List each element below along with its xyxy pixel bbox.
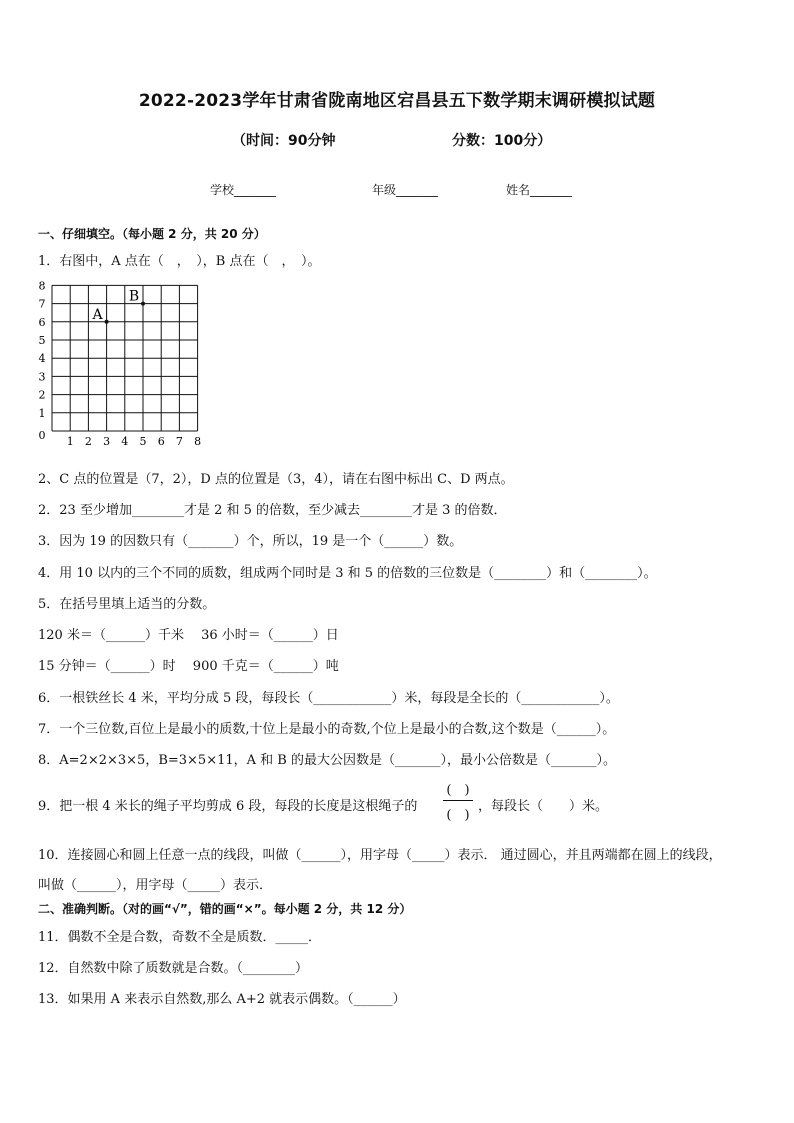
question-6: 6．一根铁丝长 4 米，平均分成 5 段，每段长（____________）米，每段是全长的（____________）。	[38, 691, 619, 706]
point-a-label: A	[92, 306, 103, 323]
page-title: 2022-2023学年甘肃省陇南地区宕昌县五下数学期末调研模拟试题	[138, 91, 656, 111]
grade-field: 年级_______	[372, 183, 439, 197]
fraction-numerator: ( )	[446, 783, 470, 798]
x-axis-label: 7	[175, 435, 183, 448]
point-b-marker	[141, 302, 145, 306]
question-13: 13．如果用 A 来表示自然数,那么 A+2 就表示偶数。（______）	[38, 992, 406, 1007]
x-axis-label: 2	[84, 435, 92, 448]
question-2b: 2．23 至少增加________才是 2 和 5 的倍数，至少减去________才是 3 的倍数．	[38, 503, 507, 518]
y-axis-label: 7	[38, 297, 46, 311]
question-10-line-1: 10．连接圆心和圆上任意一点的线段，叫做（______），用字母（_____）表示． 通过圆心，并且两端都在圆上的线段，	[38, 848, 722, 863]
question-8: 8．A=2×2×3×5，B=3×5×11，A 和 B 的最大公因数是（_______），最小公倍数是（_______）。	[38, 753, 616, 768]
x-axis-label: 5	[139, 435, 147, 448]
question-12: 12．自然数中除了质数就是合数。（________）	[38, 961, 309, 976]
time-limit: （时间：90分钟	[232, 133, 336, 149]
x-axis-label: 4	[121, 435, 129, 448]
y-axis-label: 1	[38, 406, 46, 420]
question-9: 9．把一根 4 米长的绳子平均剪成 6 段，每段的长度是这根绳子的	[38, 799, 418, 814]
x-axis-label: 6	[157, 435, 165, 448]
y-axis-label: 6	[38, 315, 46, 329]
question-5-line-2: 15 分钟＝（______）时 900 千克＝（______）吨	[38, 659, 339, 674]
question-1: 1．右图中，A 点在（ ， ），B 点在（ ， ）。	[38, 254, 321, 269]
point-b-label: B	[128, 288, 140, 305]
question-9-end: ，每段长（ ）米。	[478, 799, 609, 814]
y-axis-label: 4	[38, 352, 46, 366]
y-axis-label: 5	[38, 334, 46, 347]
x-axis-label: 0	[38, 429, 46, 442]
x-axis-label: 8	[194, 435, 202, 448]
x-axis-label: 1	[66, 435, 74, 448]
question-2a: 2、C 点的位置是（7，2），D 点的位置是（3，4），请在右图中标出 C、D 两点。	[38, 472, 514, 487]
question-3: 3．因为 19 的因数只有（_______）个，所以，19 是一个（______）数。	[38, 534, 463, 549]
question-5-line-1: 120 米＝（______）千米 36 小时＝（______）日	[38, 628, 339, 643]
school-field: 学校_______	[210, 183, 277, 197]
question-7: 7．一个三位数,百位上是最小的质数,十位上是最小的奇数,个位上是最小的合数,这个数是（______）。	[38, 722, 616, 737]
question-10-line-2: 叫做（______），用字母（_____）表示．	[38, 878, 273, 893]
total-score: 分数：100分）	[452, 133, 552, 149]
name-field: 姓名_______	[506, 183, 573, 197]
fraction-denominator: ( )	[446, 808, 470, 823]
y-axis-label: 2	[38, 388, 46, 402]
x-axis-label: 3	[103, 435, 111, 448]
coordinate-grid	[32, 280, 212, 455]
grid-lines	[52, 285, 198, 431]
y-axis-label: 8	[38, 280, 46, 293]
coordinate-grid-svg	[32, 280, 212, 455]
section-1-heading: 一、仔细填空。（每小题 2 分，共 20 分）	[38, 227, 266, 241]
question-9-fraction	[440, 779, 476, 823]
question-4: 4．用 10 以内的三个不同的质数，组成两个同时是 3 和 5 的倍数的三位数是（________）和（________）。	[38, 566, 657, 581]
point-a-marker	[105, 320, 109, 324]
section-2-heading: 二、准确判断。（对的画“√”，错的画“×”。每小题 2 分，共 12 分）	[38, 902, 412, 916]
question-11: 11．偶数不全是合数，奇数不全是质数．_____．	[38, 930, 322, 945]
y-axis-label: 3	[38, 370, 46, 384]
fraction-bar	[443, 800, 473, 801]
question-5: 5．在括号里填上适当的分数。	[38, 597, 216, 612]
